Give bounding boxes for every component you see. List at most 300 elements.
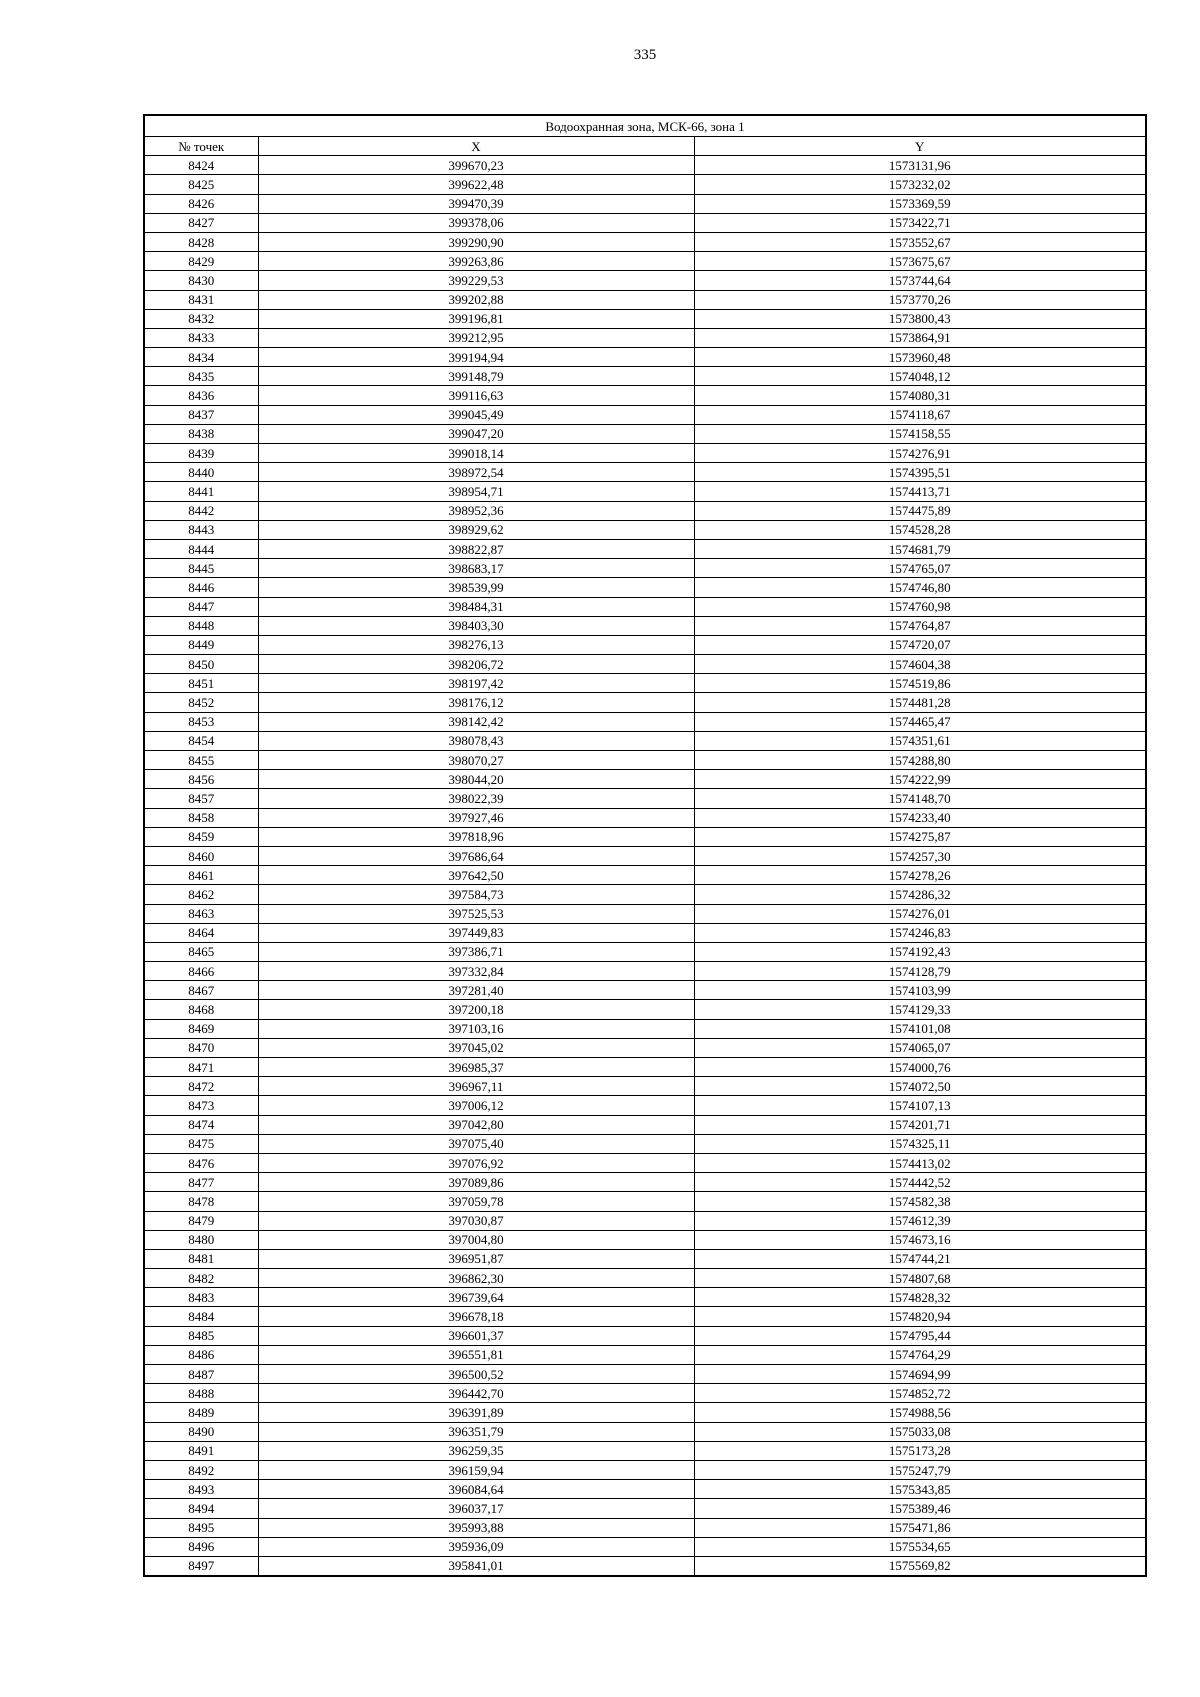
- y-coordinate-cell: 1574720,07: [694, 635, 1146, 654]
- x-coordinate-cell: 397045,02: [258, 1038, 694, 1057]
- x-coordinate-cell: 396037,17: [258, 1499, 694, 1518]
- x-coordinate-cell: 398484,31: [258, 597, 694, 616]
- point-number-cell: 8466: [144, 962, 258, 981]
- table-row: [144, 1077, 1146, 1096]
- point-number-cell: 8493: [144, 1480, 258, 1499]
- table-row: [144, 866, 1146, 885]
- table-row: [144, 1499, 1146, 1518]
- table-row: [144, 789, 1146, 808]
- point-number-cell: 8447: [144, 597, 258, 616]
- y-coordinate-cell: 1574852,72: [694, 1384, 1146, 1403]
- y-coordinate-cell: 1574795,44: [694, 1326, 1146, 1345]
- x-coordinate-cell: 397642,50: [258, 866, 694, 885]
- table-row: [144, 1115, 1146, 1134]
- x-coordinate-cell: 397042,80: [258, 1115, 694, 1134]
- page-number: 335: [633, 47, 657, 63]
- y-coordinate-cell: 1574351,61: [694, 731, 1146, 750]
- x-coordinate-cell: 399202,88: [258, 290, 694, 309]
- table-row: [144, 175, 1146, 194]
- x-coordinate-cell: 396500,52: [258, 1365, 694, 1384]
- coordinates-table: [143, 114, 1147, 1577]
- table-row: [144, 424, 1146, 443]
- x-coordinate-cell: 397006,12: [258, 1096, 694, 1115]
- table-row: [144, 712, 1146, 731]
- x-coordinate-cell: 397004,80: [258, 1230, 694, 1249]
- table-row: [144, 463, 1146, 482]
- table-row: [144, 751, 1146, 770]
- y-coordinate-cell: 1574475,89: [694, 501, 1146, 520]
- x-coordinate-cell: 396391,89: [258, 1403, 694, 1422]
- table-row: [144, 386, 1146, 405]
- point-number-cell: 8430: [144, 271, 258, 290]
- point-number-cell: 8469: [144, 1019, 258, 1038]
- table-row: [144, 597, 1146, 616]
- point-number-cell: 8481: [144, 1249, 258, 1268]
- table-caption: Водоохранная зона, МСК-66, зона 1: [144, 115, 1146, 137]
- point-number-cell: 8424: [144, 156, 258, 175]
- y-coordinate-cell: 1574148,70: [694, 789, 1146, 808]
- table-row: [144, 444, 1146, 463]
- table-row: [144, 578, 1146, 597]
- point-number-cell: 8496: [144, 1537, 258, 1556]
- y-coordinate-cell: 1574065,07: [694, 1038, 1146, 1057]
- point-number-cell: 8463: [144, 904, 258, 923]
- y-coordinate-cell: 1573552,67: [694, 232, 1146, 251]
- table-row: [144, 1441, 1146, 1460]
- x-coordinate-cell: 397075,40: [258, 1134, 694, 1153]
- y-coordinate-cell: 1575033,08: [694, 1422, 1146, 1441]
- table-row: [144, 1249, 1146, 1268]
- y-coordinate-cell: 1573744,64: [694, 271, 1146, 290]
- x-coordinate-cell: 399378,06: [258, 213, 694, 232]
- y-coordinate-cell: 1575247,79: [694, 1460, 1146, 1479]
- y-coordinate-cell: 1574276,91: [694, 444, 1146, 463]
- x-coordinate-cell: 399194,94: [258, 348, 694, 367]
- x-coordinate-cell: 398176,12: [258, 693, 694, 712]
- column-header-x: X: [258, 137, 694, 156]
- x-coordinate-cell: 398197,42: [258, 674, 694, 693]
- point-number-cell: 8480: [144, 1230, 258, 1249]
- y-coordinate-cell: 1573675,67: [694, 252, 1146, 271]
- point-number-cell: 8484: [144, 1307, 258, 1326]
- y-coordinate-cell: 1574413,71: [694, 482, 1146, 501]
- x-coordinate-cell: 396084,64: [258, 1480, 694, 1499]
- y-coordinate-cell: 1575569,82: [694, 1556, 1146, 1576]
- y-coordinate-cell: 1574988,56: [694, 1403, 1146, 1422]
- table-row: [144, 271, 1146, 290]
- x-coordinate-cell: 397449,83: [258, 923, 694, 942]
- table-row: [144, 328, 1146, 347]
- point-number-cell: 8472: [144, 1077, 258, 1096]
- x-coordinate-cell: 399018,14: [258, 444, 694, 463]
- point-number-cell: 8435: [144, 367, 258, 386]
- point-number-cell: 8445: [144, 559, 258, 578]
- table-row: [144, 1269, 1146, 1288]
- y-coordinate-cell: 1574129,33: [694, 1000, 1146, 1019]
- x-coordinate-cell: 396739,64: [258, 1288, 694, 1307]
- table-row: [144, 213, 1146, 232]
- table-row: [144, 827, 1146, 846]
- table-row: [144, 1307, 1146, 1326]
- y-coordinate-cell: 1574275,87: [694, 827, 1146, 846]
- table-row: [144, 770, 1146, 789]
- table-row: [144, 923, 1146, 942]
- y-coordinate-cell: 1575471,86: [694, 1518, 1146, 1537]
- y-coordinate-cell: 1574246,83: [694, 923, 1146, 942]
- table-row: [144, 252, 1146, 271]
- x-coordinate-cell: 396985,37: [258, 1058, 694, 1077]
- point-number-cell: 8425: [144, 175, 258, 194]
- y-coordinate-cell: 1575343,85: [694, 1480, 1146, 1499]
- y-coordinate-cell: 1574807,68: [694, 1269, 1146, 1288]
- y-coordinate-cell: 1574519,86: [694, 674, 1146, 693]
- table-row: [144, 1211, 1146, 1230]
- point-number-cell: 8473: [144, 1096, 258, 1115]
- x-coordinate-cell: 398078,43: [258, 731, 694, 750]
- table-row: [144, 520, 1146, 539]
- point-number-cell: 8427: [144, 213, 258, 232]
- point-number-cell: 8475: [144, 1134, 258, 1153]
- x-coordinate-cell: 399470,39: [258, 194, 694, 213]
- y-coordinate-cell: 1574673,16: [694, 1230, 1146, 1249]
- y-coordinate-cell: 1574192,43: [694, 942, 1146, 961]
- point-number-cell: 8491: [144, 1441, 258, 1460]
- x-coordinate-cell: 397818,96: [258, 827, 694, 846]
- table-row: [144, 846, 1146, 865]
- table-row: [144, 1134, 1146, 1153]
- table-row: [144, 808, 1146, 827]
- x-coordinate-cell: 397076,92: [258, 1153, 694, 1172]
- y-coordinate-cell: 1574764,29: [694, 1345, 1146, 1364]
- x-coordinate-cell: 396551,81: [258, 1345, 694, 1364]
- y-coordinate-cell: 1574257,30: [694, 846, 1146, 865]
- point-number-cell: 8479: [144, 1211, 258, 1230]
- x-coordinate-cell: 399290,90: [258, 232, 694, 251]
- y-coordinate-cell: 1574694,99: [694, 1365, 1146, 1384]
- table-row: [144, 559, 1146, 578]
- table-row: [144, 1096, 1146, 1115]
- y-coordinate-cell: 1574744,21: [694, 1249, 1146, 1268]
- table-row: [144, 1556, 1146, 1576]
- table-row: [144, 1230, 1146, 1249]
- point-number-cell: 8451: [144, 674, 258, 693]
- point-number-cell: 8486: [144, 1345, 258, 1364]
- point-number-cell: 8428: [144, 232, 258, 251]
- y-coordinate-cell: 1575173,28: [694, 1441, 1146, 1460]
- x-coordinate-cell: 397386,71: [258, 942, 694, 961]
- y-coordinate-cell: 1574325,11: [694, 1134, 1146, 1153]
- y-coordinate-cell: 1573131,96: [694, 156, 1146, 175]
- point-number-cell: 8471: [144, 1058, 258, 1077]
- x-coordinate-cell: 396951,87: [258, 1249, 694, 1268]
- point-number-cell: 8449: [144, 635, 258, 654]
- x-coordinate-cell: 399116,63: [258, 386, 694, 405]
- point-number-cell: 8474: [144, 1115, 258, 1134]
- table-row: [144, 539, 1146, 558]
- x-coordinate-cell: 397030,87: [258, 1211, 694, 1230]
- table-row: [144, 1384, 1146, 1403]
- x-coordinate-cell: 398070,27: [258, 751, 694, 770]
- x-coordinate-cell: 396967,11: [258, 1077, 694, 1096]
- x-coordinate-cell: 399229,53: [258, 271, 694, 290]
- point-number-cell: 8450: [144, 655, 258, 674]
- y-coordinate-cell: 1574764,87: [694, 616, 1146, 635]
- point-number-cell: 8459: [144, 827, 258, 846]
- table-row: [144, 405, 1146, 424]
- table-row: [144, 1288, 1146, 1307]
- point-number-cell: 8452: [144, 693, 258, 712]
- y-coordinate-cell: 1574080,31: [694, 386, 1146, 405]
- x-coordinate-cell: 397686,64: [258, 846, 694, 865]
- x-coordinate-cell: 398044,20: [258, 770, 694, 789]
- point-number-cell: 8454: [144, 731, 258, 750]
- y-coordinate-cell: 1574442,52: [694, 1173, 1146, 1192]
- point-number-cell: 8443: [144, 520, 258, 539]
- y-coordinate-cell: 1573770,26: [694, 290, 1146, 309]
- point-number-cell: 8462: [144, 885, 258, 904]
- y-coordinate-cell: 1574000,76: [694, 1058, 1146, 1077]
- point-number-cell: 8494: [144, 1499, 258, 1518]
- column-header-y: Y: [694, 137, 1146, 156]
- y-coordinate-cell: 1574765,07: [694, 559, 1146, 578]
- point-number-cell: 8436: [144, 386, 258, 405]
- table-row: [144, 1153, 1146, 1172]
- y-coordinate-cell: 1573960,48: [694, 348, 1146, 367]
- table-row: [144, 655, 1146, 674]
- point-number-cell: 8442: [144, 501, 258, 520]
- table-row: [144, 1365, 1146, 1384]
- x-coordinate-cell: 399263,86: [258, 252, 694, 271]
- x-coordinate-cell: 396159,94: [258, 1460, 694, 1479]
- x-coordinate-cell: 396678,18: [258, 1307, 694, 1326]
- y-coordinate-cell: 1574828,32: [694, 1288, 1146, 1307]
- point-number-cell: 8437: [144, 405, 258, 424]
- x-coordinate-cell: 398954,71: [258, 482, 694, 501]
- y-coordinate-cell: 1574465,47: [694, 712, 1146, 731]
- table-row: [144, 367, 1146, 386]
- table-row: [144, 156, 1146, 175]
- y-coordinate-cell: 1574395,51: [694, 463, 1146, 482]
- y-coordinate-cell: 1574760,98: [694, 597, 1146, 616]
- x-coordinate-cell: 399212,95: [258, 328, 694, 347]
- x-coordinate-cell: 398403,30: [258, 616, 694, 635]
- x-coordinate-cell: 397103,16: [258, 1019, 694, 1038]
- table-row: [144, 232, 1146, 251]
- y-coordinate-cell: 1573422,71: [694, 213, 1146, 232]
- y-coordinate-cell: 1574201,71: [694, 1115, 1146, 1134]
- point-number-cell: 8492: [144, 1460, 258, 1479]
- y-coordinate-cell: 1574233,40: [694, 808, 1146, 827]
- x-coordinate-cell: 396862,30: [258, 1269, 694, 1288]
- y-coordinate-cell: 1574072,50: [694, 1077, 1146, 1096]
- y-coordinate-cell: 1574481,28: [694, 693, 1146, 712]
- table-row: [144, 1019, 1146, 1038]
- table-row: [144, 1422, 1146, 1441]
- y-coordinate-cell: 1575534,65: [694, 1537, 1146, 1556]
- table-row: [144, 1537, 1146, 1556]
- y-coordinate-cell: 1573232,02: [694, 175, 1146, 194]
- table-row: [144, 1173, 1146, 1192]
- table-row: [144, 309, 1146, 328]
- x-coordinate-cell: 395936,09: [258, 1537, 694, 1556]
- x-coordinate-cell: 397584,73: [258, 885, 694, 904]
- point-number-cell: 8477: [144, 1173, 258, 1192]
- y-coordinate-cell: 1574101,08: [694, 1019, 1146, 1038]
- x-coordinate-cell: 398539,99: [258, 578, 694, 597]
- table-row: [144, 482, 1146, 501]
- table-row: [144, 904, 1146, 923]
- y-coordinate-cell: 1574612,39: [694, 1211, 1146, 1230]
- point-number-cell: 8461: [144, 866, 258, 885]
- x-coordinate-cell: 398142,42: [258, 712, 694, 731]
- table-row: [144, 1480, 1146, 1499]
- x-coordinate-cell: 398972,54: [258, 463, 694, 482]
- table-row: [144, 1345, 1146, 1364]
- y-coordinate-cell: 1574107,13: [694, 1096, 1146, 1115]
- table-row: [144, 1518, 1146, 1537]
- y-coordinate-cell: 1573864,91: [694, 328, 1146, 347]
- y-coordinate-cell: 1574128,79: [694, 962, 1146, 981]
- point-number-cell: 8464: [144, 923, 258, 942]
- table-row: [144, 348, 1146, 367]
- point-number-cell: 8482: [144, 1269, 258, 1288]
- point-number-cell: 8485: [144, 1326, 258, 1345]
- y-coordinate-cell: 1574048,12: [694, 367, 1146, 386]
- point-number-cell: 8429: [144, 252, 258, 271]
- point-number-cell: 8476: [144, 1153, 258, 1172]
- y-coordinate-cell: 1574158,55: [694, 424, 1146, 443]
- point-number-cell: 8438: [144, 424, 258, 443]
- x-coordinate-cell: 396442,70: [258, 1384, 694, 1403]
- x-coordinate-cell: 398206,72: [258, 655, 694, 674]
- x-coordinate-cell: 397525,53: [258, 904, 694, 923]
- point-number-cell: 8426: [144, 194, 258, 213]
- table-body: [144, 156, 1146, 1576]
- y-coordinate-cell: 1574820,94: [694, 1307, 1146, 1326]
- table-row: [144, 635, 1146, 654]
- y-coordinate-cell: 1574276,01: [694, 904, 1146, 923]
- y-coordinate-cell: 1574582,38: [694, 1192, 1146, 1211]
- point-number-cell: 8470: [144, 1038, 258, 1057]
- point-number-cell: 8487: [144, 1365, 258, 1384]
- point-number-cell: 8453: [144, 712, 258, 731]
- point-number-cell: 8440: [144, 463, 258, 482]
- table-row: [144, 693, 1146, 712]
- point-number-cell: 8458: [144, 808, 258, 827]
- point-number-cell: 8433: [144, 328, 258, 347]
- y-coordinate-cell: 1574288,80: [694, 751, 1146, 770]
- point-number-cell: 8497: [144, 1556, 258, 1576]
- table-row: [144, 1058, 1146, 1077]
- table-row: [144, 962, 1146, 981]
- table-row: [144, 501, 1146, 520]
- table-row: [144, 1403, 1146, 1422]
- point-number-cell: 8455: [144, 751, 258, 770]
- y-coordinate-cell: 1574286,32: [694, 885, 1146, 904]
- table-row: [144, 981, 1146, 1000]
- x-coordinate-cell: 398929,62: [258, 520, 694, 539]
- y-coordinate-cell: 1574413,02: [694, 1153, 1146, 1172]
- point-number-cell: 8431: [144, 290, 258, 309]
- x-coordinate-cell: 397059,78: [258, 1192, 694, 1211]
- x-coordinate-cell: 399045,49: [258, 405, 694, 424]
- x-coordinate-cell: 399670,23: [258, 156, 694, 175]
- table-row: [144, 290, 1146, 309]
- y-coordinate-cell: 1575389,46: [694, 1499, 1146, 1518]
- x-coordinate-cell: 396351,79: [258, 1422, 694, 1441]
- point-number-cell: 8483: [144, 1288, 258, 1307]
- point-number-cell: 8495: [144, 1518, 258, 1537]
- x-coordinate-cell: 398276,13: [258, 635, 694, 654]
- y-coordinate-cell: 1574746,80: [694, 578, 1146, 597]
- table-row: [144, 942, 1146, 961]
- x-coordinate-cell: 396601,37: [258, 1326, 694, 1345]
- table-row: [144, 674, 1146, 693]
- y-coordinate-cell: 1574103,99: [694, 981, 1146, 1000]
- x-coordinate-cell: 397200,18: [258, 1000, 694, 1019]
- point-number-cell: 8488: [144, 1384, 258, 1403]
- table-row: [144, 1326, 1146, 1345]
- y-coordinate-cell: 1574222,99: [694, 770, 1146, 789]
- point-number-cell: 8446: [144, 578, 258, 597]
- y-coordinate-cell: 1573369,59: [694, 194, 1146, 213]
- point-number-cell: 8489: [144, 1403, 258, 1422]
- point-number-cell: 8439: [144, 444, 258, 463]
- x-coordinate-cell: 398822,87: [258, 539, 694, 558]
- point-number-cell: 8434: [144, 348, 258, 367]
- x-coordinate-cell: 398683,17: [258, 559, 694, 578]
- table-row: [144, 1038, 1146, 1057]
- table-row: [144, 731, 1146, 750]
- x-coordinate-cell: 399622,48: [258, 175, 694, 194]
- y-coordinate-cell: 1574278,26: [694, 866, 1146, 885]
- point-number-cell: 8432: [144, 309, 258, 328]
- point-number-cell: 8460: [144, 846, 258, 865]
- table-row: [144, 194, 1146, 213]
- point-number-cell: 8444: [144, 539, 258, 558]
- x-coordinate-cell: 397927,46: [258, 808, 694, 827]
- y-coordinate-cell: 1574118,67: [694, 405, 1146, 424]
- x-coordinate-cell: 397089,86: [258, 1173, 694, 1192]
- point-number-cell: 8490: [144, 1422, 258, 1441]
- y-coordinate-cell: 1573800,43: [694, 309, 1146, 328]
- table-row: [144, 616, 1146, 635]
- x-coordinate-cell: 395993,88: [258, 1518, 694, 1537]
- point-number-cell: 8465: [144, 942, 258, 961]
- table-row: [144, 1460, 1146, 1479]
- x-coordinate-cell: 399196,81: [258, 309, 694, 328]
- point-number-cell: 8478: [144, 1192, 258, 1211]
- point-number-cell: 8468: [144, 1000, 258, 1019]
- y-coordinate-cell: 1574604,38: [694, 655, 1146, 674]
- column-header-point-number: № точек: [144, 137, 258, 156]
- x-coordinate-cell: 397332,84: [258, 962, 694, 981]
- point-number-cell: 8456: [144, 770, 258, 789]
- point-number-cell: 8448: [144, 616, 258, 635]
- x-coordinate-cell: 398952,36: [258, 501, 694, 520]
- point-number-cell: 8467: [144, 981, 258, 1000]
- x-coordinate-cell: 395841,01: [258, 1556, 694, 1576]
- x-coordinate-cell: 397281,40: [258, 981, 694, 1000]
- table-row: [144, 1192, 1146, 1211]
- y-coordinate-cell: 1574681,79: [694, 539, 1146, 558]
- point-number-cell: 8457: [144, 789, 258, 808]
- x-coordinate-cell: 399047,20: [258, 424, 694, 443]
- x-coordinate-cell: 396259,35: [258, 1441, 694, 1460]
- y-coordinate-cell: 1574528,28: [694, 520, 1146, 539]
- point-number-cell: 8441: [144, 482, 258, 501]
- x-coordinate-cell: 399148,79: [258, 367, 694, 386]
